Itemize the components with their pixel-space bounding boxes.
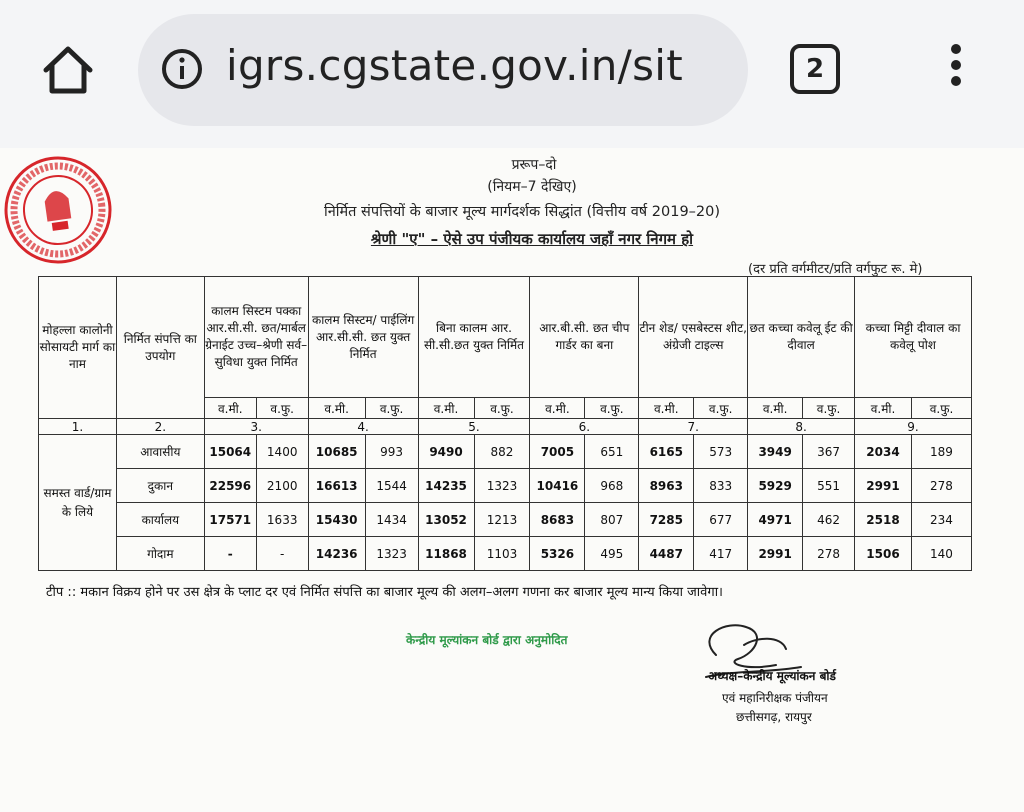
value-cell: 1506 [855,537,912,571]
value-cell: 278 [911,469,971,503]
value-cell: 2991 [855,469,912,503]
col-num: 2. [116,419,204,435]
ward-label: समस्त वार्ड/ग्राम के लिये [39,435,117,571]
value-cell: 462 [803,503,855,537]
value-cell: 10416 [530,469,585,503]
header-col5: बिना कालम आर. सी.सी.छत युक्त निर्मित [418,277,530,398]
value-cell: 5929 [748,469,803,503]
unit-sqm: व.मी. [530,398,585,419]
value-cell: 3949 [748,435,803,469]
value-cell: 14235 [418,469,474,503]
header-col6: आर.बी.सी. छत चीप गार्डर का बना [530,277,639,398]
value-cell: - [256,537,308,571]
unit-sqm: व.मी. [308,398,365,419]
value-cell: 5326 [530,537,585,571]
value-cell: 367 [803,435,855,469]
form-title: प्ररूप–दो [511,157,557,173]
unit-sqft: व.फु. [585,398,639,419]
header-locality: मोहल्ला कालोनी सोसायटी मार्ग का नाम [39,277,117,419]
value-cell: 6165 [639,435,694,469]
value-cell: 1213 [474,503,530,537]
signatory-location: छत्तीसगढ़, रायपुर [736,710,812,724]
table-row [39,537,972,571]
unit-sqft: व.फु. [365,398,418,419]
value-cell: 1544 [365,469,418,503]
col-num: 3. [204,419,308,435]
value-cell: 15064 [204,435,256,469]
value-cell: 13052 [418,503,474,537]
value-cell: 417 [694,537,748,571]
value-cell: 17571 [204,503,256,537]
unit-sqm: व.मी. [748,398,803,419]
col-num: 4. [308,419,418,435]
value-cell: 833 [694,469,748,503]
table-row [39,435,972,469]
unit-sqm: व.मी. [418,398,474,419]
value-cell: 7285 [639,503,694,537]
usage-godown: गोदाम [116,537,204,571]
value-cell: 10685 [308,435,365,469]
value-cell: 1633 [256,503,308,537]
value-cell: 968 [585,469,639,503]
rate-note: (दर प्रति वर्गमीटर/प्रति वर्गफुट रू. मे) [748,262,923,277]
category-title: श्रेणी "ए" – ऐसे उप पंजीयक कार्यालय जहॉं नगर निगम हो [370,230,694,248]
value-cell: 4487 [639,537,694,571]
address-bar[interactable] [138,14,748,126]
col-num: 5. [418,419,530,435]
header-col3: कालम सिस्टम पक्का आर.सी.सी. छत/मार्बल ग्रेनाईट उच्च–श्रेणी सर्व–सुविधा युक्त निर्मित [204,277,308,398]
value-cell: 189 [911,435,971,469]
value-cell: 234 [911,503,971,537]
home-icon[interactable] [38,40,98,100]
approval-stamp: केन्द्रीय मूल्यांकन बोर्ड द्वारा अनुमोदित [406,633,568,647]
info-icon[interactable] [160,47,204,91]
value-cell: - [204,537,256,571]
header-col9: कच्चा मिट्टी दीवाल का कवेलू पोश [855,277,972,398]
table-row [39,503,972,537]
value-cell: 573 [694,435,748,469]
value-cell: 1323 [365,537,418,571]
header-col7: टीन शेड/ एसबेस्टस शीट, अंग्रेजी टाइल्स [639,277,748,398]
usage-office: कार्यालय [116,503,204,537]
valuation-table [38,276,972,571]
value-cell: 140 [911,537,971,571]
value-cell: 7005 [530,435,585,469]
unit-sqft: व.फु. [474,398,530,419]
table-row [39,469,972,503]
more-menu-icon[interactable] [942,40,970,102]
header-col8: छत कच्चा कवेलू ईट की दीवाल [748,277,855,398]
value-cell: 2034 [855,435,912,469]
value-cell: 2991 [748,537,803,571]
usage-residential: आवासीय [116,435,204,469]
value-cell: 15430 [308,503,365,537]
unit-sqm: व.मी. [204,398,256,419]
value-cell: 11868 [418,537,474,571]
usage-shop: दुकान [116,469,204,503]
col-num: 6. [530,419,639,435]
col-num: 8. [748,419,855,435]
value-cell: 1434 [365,503,418,537]
rule-reference: (नियम–7 देखिए) [487,179,577,195]
header-usage: निर्मित संपत्ति का उपयोग [116,277,204,419]
browser-toolbar [0,0,1024,148]
value-cell: 22596 [204,469,256,503]
value-cell: 1400 [256,435,308,469]
col-num: 7. [639,419,748,435]
value-cell: 2518 [855,503,912,537]
unit-sqm: व.मी. [639,398,694,419]
value-cell: 14236 [308,537,365,571]
value-cell: 2100 [256,469,308,503]
document-title: निर्मित संपत्तियों के बाजार मूल्य मार्गदर्शक सिद्धांत (वित्तीय वर्ष 2019–20) [323,204,721,220]
value-cell: 677 [694,503,748,537]
table-header-row [39,277,972,398]
value-cell: 1103 [474,537,530,571]
url-text[interactable]: igrs.cgstate.gov.in/sit [226,41,683,90]
tabs-icon[interactable]: 2 [790,44,840,94]
value-cell: 495 [585,537,639,571]
col-num: 9. [855,419,972,435]
unit-sqft: व.फु. [256,398,308,419]
value-cell: 807 [585,503,639,537]
signatory-title: अध्यक्ष–केन्द्रीय मूल्यांकन बोर्ड [708,669,836,683]
value-cell: 9490 [418,435,474,469]
value-cell: 882 [474,435,530,469]
value-cell: 8683 [530,503,585,537]
value-cell: 993 [365,435,418,469]
unit-sqm: व.मी. [855,398,912,419]
value-cell: 4971 [748,503,803,537]
value-cell: 8963 [639,469,694,503]
column-number-row [39,419,972,435]
value-cell: 278 [803,537,855,571]
unit-sqft: व.फु. [694,398,748,419]
unit-sqft: व.फु. [803,398,855,419]
value-cell: 551 [803,469,855,503]
col-num: 1. [39,419,117,435]
header-col4: कालम सिस्टम/ पाईलिंग आर.सी.सी. छत युक्त निर्मित [308,277,418,398]
value-cell: 651 [585,435,639,469]
value-cell: 1323 [474,469,530,503]
value-cell: 16613 [308,469,365,503]
unit-sqft: व.फु. [911,398,971,419]
footnote: टीप :: मकान विक्रय होने पर उस क्षेत्र के प्लाट दर एवं निर्मित संपत्ति का बाजार मूल्य की अलग–अलग गणना कर बाजार मूल्य मान्य किया जावेगा। [46,585,723,600]
signatory-designation: एवं महानिरीक्षक पंजीयन [722,691,828,705]
